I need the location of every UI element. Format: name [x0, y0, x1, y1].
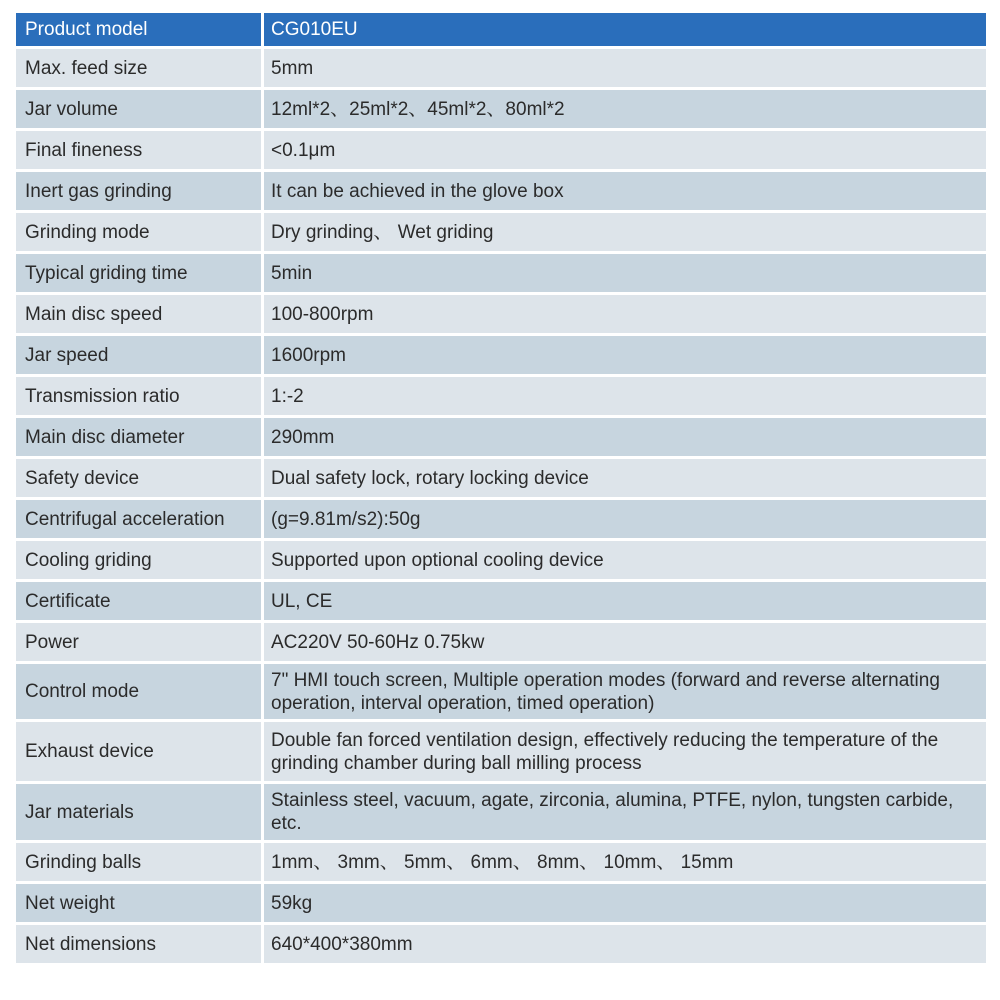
table-row: [16, 131, 986, 172]
table-row: [16, 213, 986, 254]
row-value: AC220V 50-60Hz 0.75kw: [261, 623, 986, 664]
table-header-row: [16, 13, 986, 49]
row-value: (g=9.81m/s2):50g: [261, 500, 986, 541]
table-row: [16, 541, 986, 582]
row-label: Safety device: [16, 459, 261, 500]
row-label: Max. feed size: [16, 49, 261, 90]
row-label: Final fineness: [16, 131, 261, 172]
row-label: Net dimensions: [16, 925, 261, 966]
row-value: It can be achieved in the glove box: [261, 172, 986, 213]
table-row: [16, 500, 986, 541]
table-row: [16, 377, 986, 418]
row-label: Exhaust device: [16, 722, 261, 784]
table-row: [16, 925, 986, 966]
row-label: Grinding balls: [16, 843, 261, 884]
row-value: 59kg: [261, 884, 986, 925]
table-row: [16, 623, 986, 664]
table-row: [16, 664, 986, 722]
row-value: 7" HMI touch screen, Multiple operation modes (forward and reverse alternating operation, interval operation, timed operation): [261, 664, 986, 722]
row-value: Dual safety lock, rotary locking device: [261, 459, 986, 500]
row-label: Typical griding time: [16, 254, 261, 295]
header-value: CG010EU: [261, 13, 986, 49]
table-row: [16, 49, 986, 90]
row-value: 5mm: [261, 49, 986, 90]
row-value: UL, CE: [261, 582, 986, 623]
row-label: Grinding mode: [16, 213, 261, 254]
row-value: Stainless steel, vacuum, agate, zirconia, alumina, PTFE, nylon, tungsten carbide, etc.: [261, 784, 986, 843]
row-label: Inert gas grinding: [16, 172, 261, 213]
row-label: Main disc speed: [16, 295, 261, 336]
table-row: [16, 582, 986, 623]
row-value: Dry grinding、 Wet griding: [261, 213, 986, 254]
row-label: Jar materials: [16, 784, 261, 843]
row-value: 100-800rpm: [261, 295, 986, 336]
row-label: Certificate: [16, 582, 261, 623]
table-row: [16, 722, 986, 784]
row-label: Control mode: [16, 664, 261, 722]
row-label: Main disc diameter: [16, 418, 261, 459]
row-value: 5min: [261, 254, 986, 295]
row-value: 1:-2: [261, 377, 986, 418]
row-label: Transmission ratio: [16, 377, 261, 418]
row-value: 1mm、 3mm、 5mm、 6mm、 8mm、 10mm、 15mm: [261, 843, 986, 884]
row-value: <0.1μm: [261, 131, 986, 172]
table-row: [16, 295, 986, 336]
row-label: Jar speed: [16, 336, 261, 377]
row-label: Cooling griding: [16, 541, 261, 582]
row-value: 640*400*380mm: [261, 925, 986, 966]
table-row: [16, 172, 986, 213]
row-label: Net weight: [16, 884, 261, 925]
row-value: 1600rpm: [261, 336, 986, 377]
row-label: Centrifugal acceleration: [16, 500, 261, 541]
table-row: [16, 843, 986, 884]
table-row: [16, 336, 986, 377]
spec-table: [16, 13, 986, 966]
row-value: Supported upon optional cooling device: [261, 541, 986, 582]
table-row: [16, 90, 986, 131]
row-value: Double fan forced ventilation design, effectively reducing the temperature of the grinding chamber during ball milling process: [261, 722, 986, 784]
table-row: [16, 784, 986, 843]
table-row: [16, 254, 986, 295]
table-row: [16, 884, 986, 925]
row-value: 290mm: [261, 418, 986, 459]
row-label: Jar volume: [16, 90, 261, 131]
row-label: Power: [16, 623, 261, 664]
row-value: 12ml*2、25ml*2、45ml*2、80ml*2: [261, 90, 986, 131]
header-label: Product model: [16, 13, 261, 49]
table-row: [16, 459, 986, 500]
table-row: [16, 418, 986, 459]
